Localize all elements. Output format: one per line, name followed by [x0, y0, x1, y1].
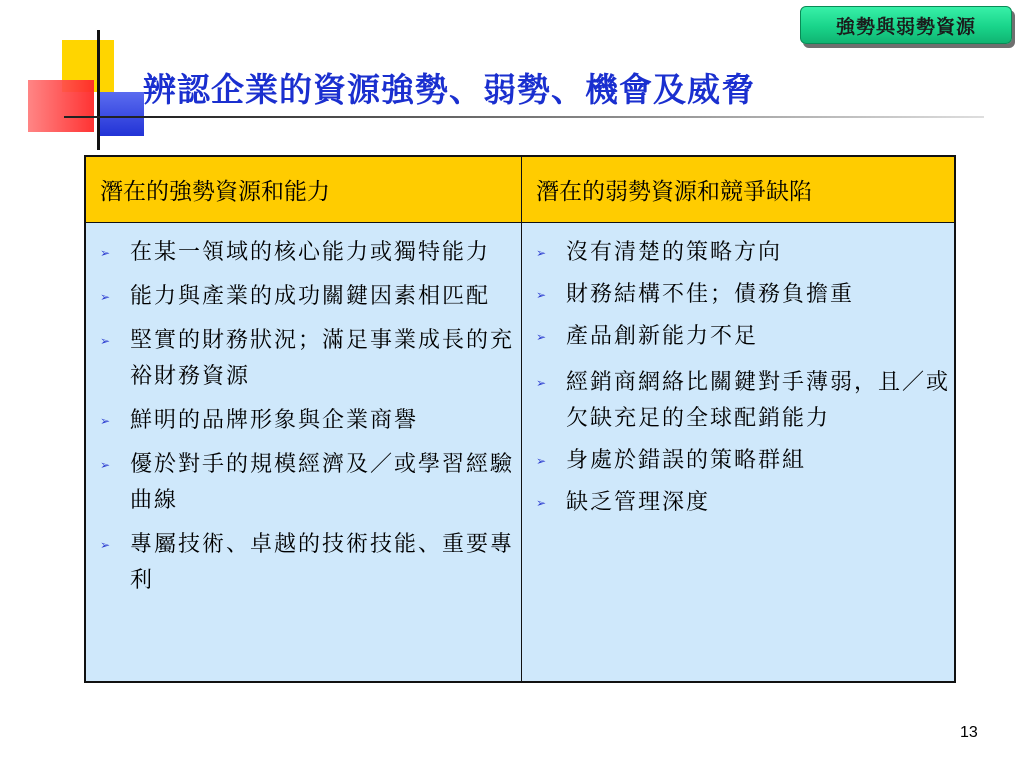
strength-item-text: 鮮明的品牌形象與企業商譽 [130, 408, 419, 433]
arrow-right-icon: ➢ [100, 290, 113, 304]
weakness-item-text: 產品創新能力不足 [566, 324, 759, 349]
weakness-item-text: 缺乏管理深度 [566, 490, 711, 515]
weakness-item [522, 235, 954, 271]
strengths-header: 潛在的強勢資源和能力 [86, 157, 522, 223]
arrow-right-icon: ➢ [536, 330, 549, 344]
arrow-right-icon: ➢ [100, 246, 113, 260]
strength-item [86, 323, 521, 395]
strength-item [86, 527, 521, 599]
arrow-right-icon: ➢ [100, 538, 113, 552]
arrow-right-icon: ➢ [100, 334, 113, 348]
arrow-right-icon: ➢ [536, 288, 549, 302]
weakness-item [522, 485, 954, 521]
arrow-right-icon: ➢ [100, 458, 113, 472]
arrow-right-icon: ➢ [536, 496, 549, 510]
strength-item [86, 403, 521, 439]
strength-item-text: 優於對手的規模經濟及／或學習經驗曲線 [130, 452, 515, 513]
weaknesses-column [522, 223, 954, 681]
decor-vertical-line [97, 30, 100, 150]
strengths-column [86, 223, 522, 681]
strength-item-text: 在某一領域的核心能力或獨特能力 [130, 240, 491, 265]
weakness-item [522, 365, 954, 437]
strength-item [86, 279, 521, 315]
weakness-item [522, 319, 954, 355]
strength-item [86, 235, 521, 271]
arrow-right-icon: ➢ [100, 414, 113, 428]
weakness-item-text: 經銷商網絡比關鍵對手薄弱，且／或欠缺充足的全球配銷能力 [566, 370, 951, 431]
strength-item [86, 447, 521, 519]
page-number: 13 [960, 724, 978, 741]
weakness-item-text: 沒有清楚的策略方向 [566, 240, 783, 265]
strength-item-text: 專屬技術、卓越的技術技能、重要專利 [130, 532, 515, 593]
weakness-item [522, 443, 954, 479]
title-underline-fade [150, 116, 984, 118]
decor-red-square [28, 80, 94, 132]
swot-table [84, 155, 956, 683]
strength-item-text: 堅實的財務狀況；滿足事業成長的充裕財務資源 [130, 328, 515, 389]
slide-title: 辨認企業的資源強勢、弱勢、機會及威脅 [143, 70, 755, 109]
strength-item-text: 能力與產業的成功關鍵因素相匹配 [130, 284, 491, 309]
arrow-right-icon: ➢ [536, 376, 549, 390]
arrow-right-icon: ➢ [536, 454, 549, 468]
weakness-item [522, 277, 954, 313]
weaknesses-header: 潛在的弱勢資源和競爭缺陷 [522, 157, 954, 223]
weakness-item-text: 身處於錯誤的策略群組 [566, 448, 807, 473]
section-badge: 強勢與弱勢資源 [800, 6, 1012, 44]
arrow-right-icon: ➢ [536, 246, 549, 260]
weakness-item-text: 財務結構不佳；債務負擔重 [566, 282, 855, 307]
decor-blue-square [100, 92, 144, 136]
